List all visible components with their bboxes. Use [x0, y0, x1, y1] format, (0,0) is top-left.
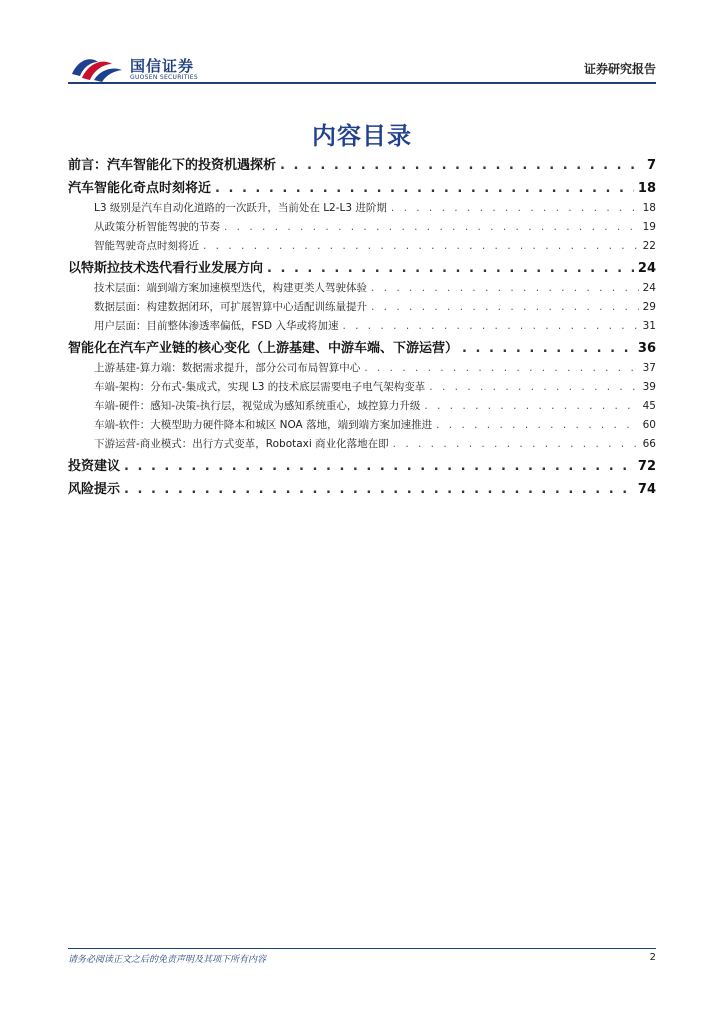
- toc-leader-dots: [267, 261, 634, 276]
- toc-entry-title: 用户层面：目前整体渗透率偏低，FSD 入华或将加速: [94, 320, 339, 332]
- toc-leader-dots: [371, 282, 639, 294]
- toc-entry-page: 74: [637, 482, 656, 497]
- toc-entry-title: 投资建议: [68, 459, 121, 474]
- toc-entry-page: 18: [642, 202, 656, 214]
- toc-entry-title: 车端-架构：分布式-集成式，实现 L3 的技术底层需要电子电气架构变革: [94, 381, 426, 393]
- toc-subentry[interactable]: [68, 379, 656, 398]
- toc-entry-title: 汽车智能化奇点时刻将近: [68, 181, 212, 196]
- toc-entry-page: 24: [637, 261, 656, 276]
- toc-entry-page: 29: [642, 301, 656, 313]
- toc-entry-page: 31: [642, 320, 656, 332]
- page-header: [68, 50, 656, 84]
- toc-entry-title: 风险提示: [68, 482, 121, 497]
- toc-title: 内容目录: [312, 122, 412, 150]
- logo-chinese-name: 国信证券: [130, 57, 195, 75]
- toc-entry-page: 72: [637, 459, 656, 474]
- toc-leader-dots: [429, 381, 638, 393]
- toc-leader-dots: [391, 202, 639, 214]
- toc-subentry[interactable]: [68, 200, 656, 219]
- toc-leader-dots: [436, 419, 639, 431]
- toc-entry-page: 37: [642, 362, 656, 374]
- logo-english-name: GUOSEN SECURITIES: [130, 74, 199, 81]
- footer-disclaimer: 请务必阅读正文之后的免责声明及其项下所有内容: [68, 955, 267, 965]
- header-divider: [68, 82, 656, 84]
- toc-entry-title: 车端-硬件：感知-决策-执行层，视觉成为感知系统重心，域控算力升级: [94, 400, 421, 412]
- toc-entry[interactable]: [68, 257, 656, 280]
- toc-leader-dots: [393, 438, 639, 450]
- toc-entry[interactable]: [68, 478, 656, 501]
- table-of-contents: [68, 154, 656, 501]
- toc-leader-dots: [203, 240, 639, 252]
- toc-leader-dots: [224, 221, 639, 233]
- toc-subentry[interactable]: [68, 238, 656, 257]
- toc-subentry[interactable]: [68, 318, 656, 337]
- toc-entry-title: 上游基建-算力端：数据需求提升，部分公司布局智算中心: [94, 362, 361, 374]
- toc-leader-dots: [462, 341, 634, 356]
- toc-entry-title: 技术层面：端到端方案加速模型迭代，构建更类人驾驶体验: [94, 282, 367, 294]
- toc-entry-page: 36: [637, 341, 656, 356]
- toc-entry-title: 以特斯拉技术迭代看行业发展方向: [68, 261, 264, 276]
- toc-leader-dots: [371, 301, 639, 313]
- toc-entry-page: 45: [642, 400, 656, 412]
- toc-leader-dots: [124, 482, 634, 497]
- footer-divider: [68, 948, 656, 949]
- toc-subentry[interactable]: [68, 417, 656, 436]
- toc-leader-dots: [364, 362, 638, 374]
- toc-subentry[interactable]: [68, 299, 656, 318]
- toc-subentry[interactable]: [68, 360, 656, 379]
- toc-entry-page: 19: [642, 221, 656, 233]
- guosen-logo-icon: [68, 52, 126, 84]
- toc-subentry[interactable]: [68, 436, 656, 455]
- toc-entry[interactable]: [68, 177, 656, 200]
- toc-entry-title: 智能化在汽车产业链的核心变化（上游基建、中游车端、下游运营）: [68, 341, 459, 356]
- toc-subentry[interactable]: [68, 280, 656, 299]
- toc-entry-page: 7: [646, 158, 656, 173]
- toc-entry-page: 18: [637, 181, 656, 196]
- toc-entry-page: 24: [642, 282, 656, 294]
- toc-entry[interactable]: [68, 154, 656, 177]
- toc-entry[interactable]: [68, 337, 656, 360]
- toc-entry-title: 智能驾驶奇点时刻将近: [94, 240, 199, 252]
- toc-entry-title: 数据层面：构建数据闭环，可扩展智算中心适配训练量提升: [94, 301, 367, 313]
- page-number: 2: [649, 952, 656, 963]
- guosen-logo: [68, 52, 228, 84]
- toc-subentry[interactable]: [68, 398, 656, 417]
- report-type-label: 证券研究报告: [583, 62, 656, 76]
- toc-leader-dots: [280, 158, 640, 173]
- toc-entry-page: 22: [642, 240, 656, 252]
- toc-entry-title: 下游运营-商业模式：出行方式变革，Robotaxi 商业化落地在即: [94, 438, 389, 450]
- toc-leader-dots: [124, 459, 634, 474]
- toc-subentry[interactable]: [68, 219, 656, 238]
- toc-entry[interactable]: [68, 455, 656, 478]
- toc-entry-title: 前言：汽车智能化下的投资机遇探析: [68, 158, 277, 173]
- toc-entry-title: 车端-软件：大模型助力硬件降本和城区 NOA 落地，端到端方案加速推进: [94, 419, 433, 431]
- toc-leader-dots: [342, 320, 638, 332]
- toc-entry-page: 60: [642, 419, 656, 431]
- toc-entry-title: L3 级别是汽车自动化道路的一次跃升，当前处在 L2-L3 进阶期: [94, 202, 387, 214]
- toc-entry-title: 从政策分析智能驾驶的节奏: [94, 221, 220, 233]
- toc-leader-dots: [424, 400, 638, 412]
- toc-entry-page: 39: [642, 381, 656, 393]
- toc-leader-dots: [215, 181, 634, 196]
- toc-entry-page: 66: [642, 438, 656, 450]
